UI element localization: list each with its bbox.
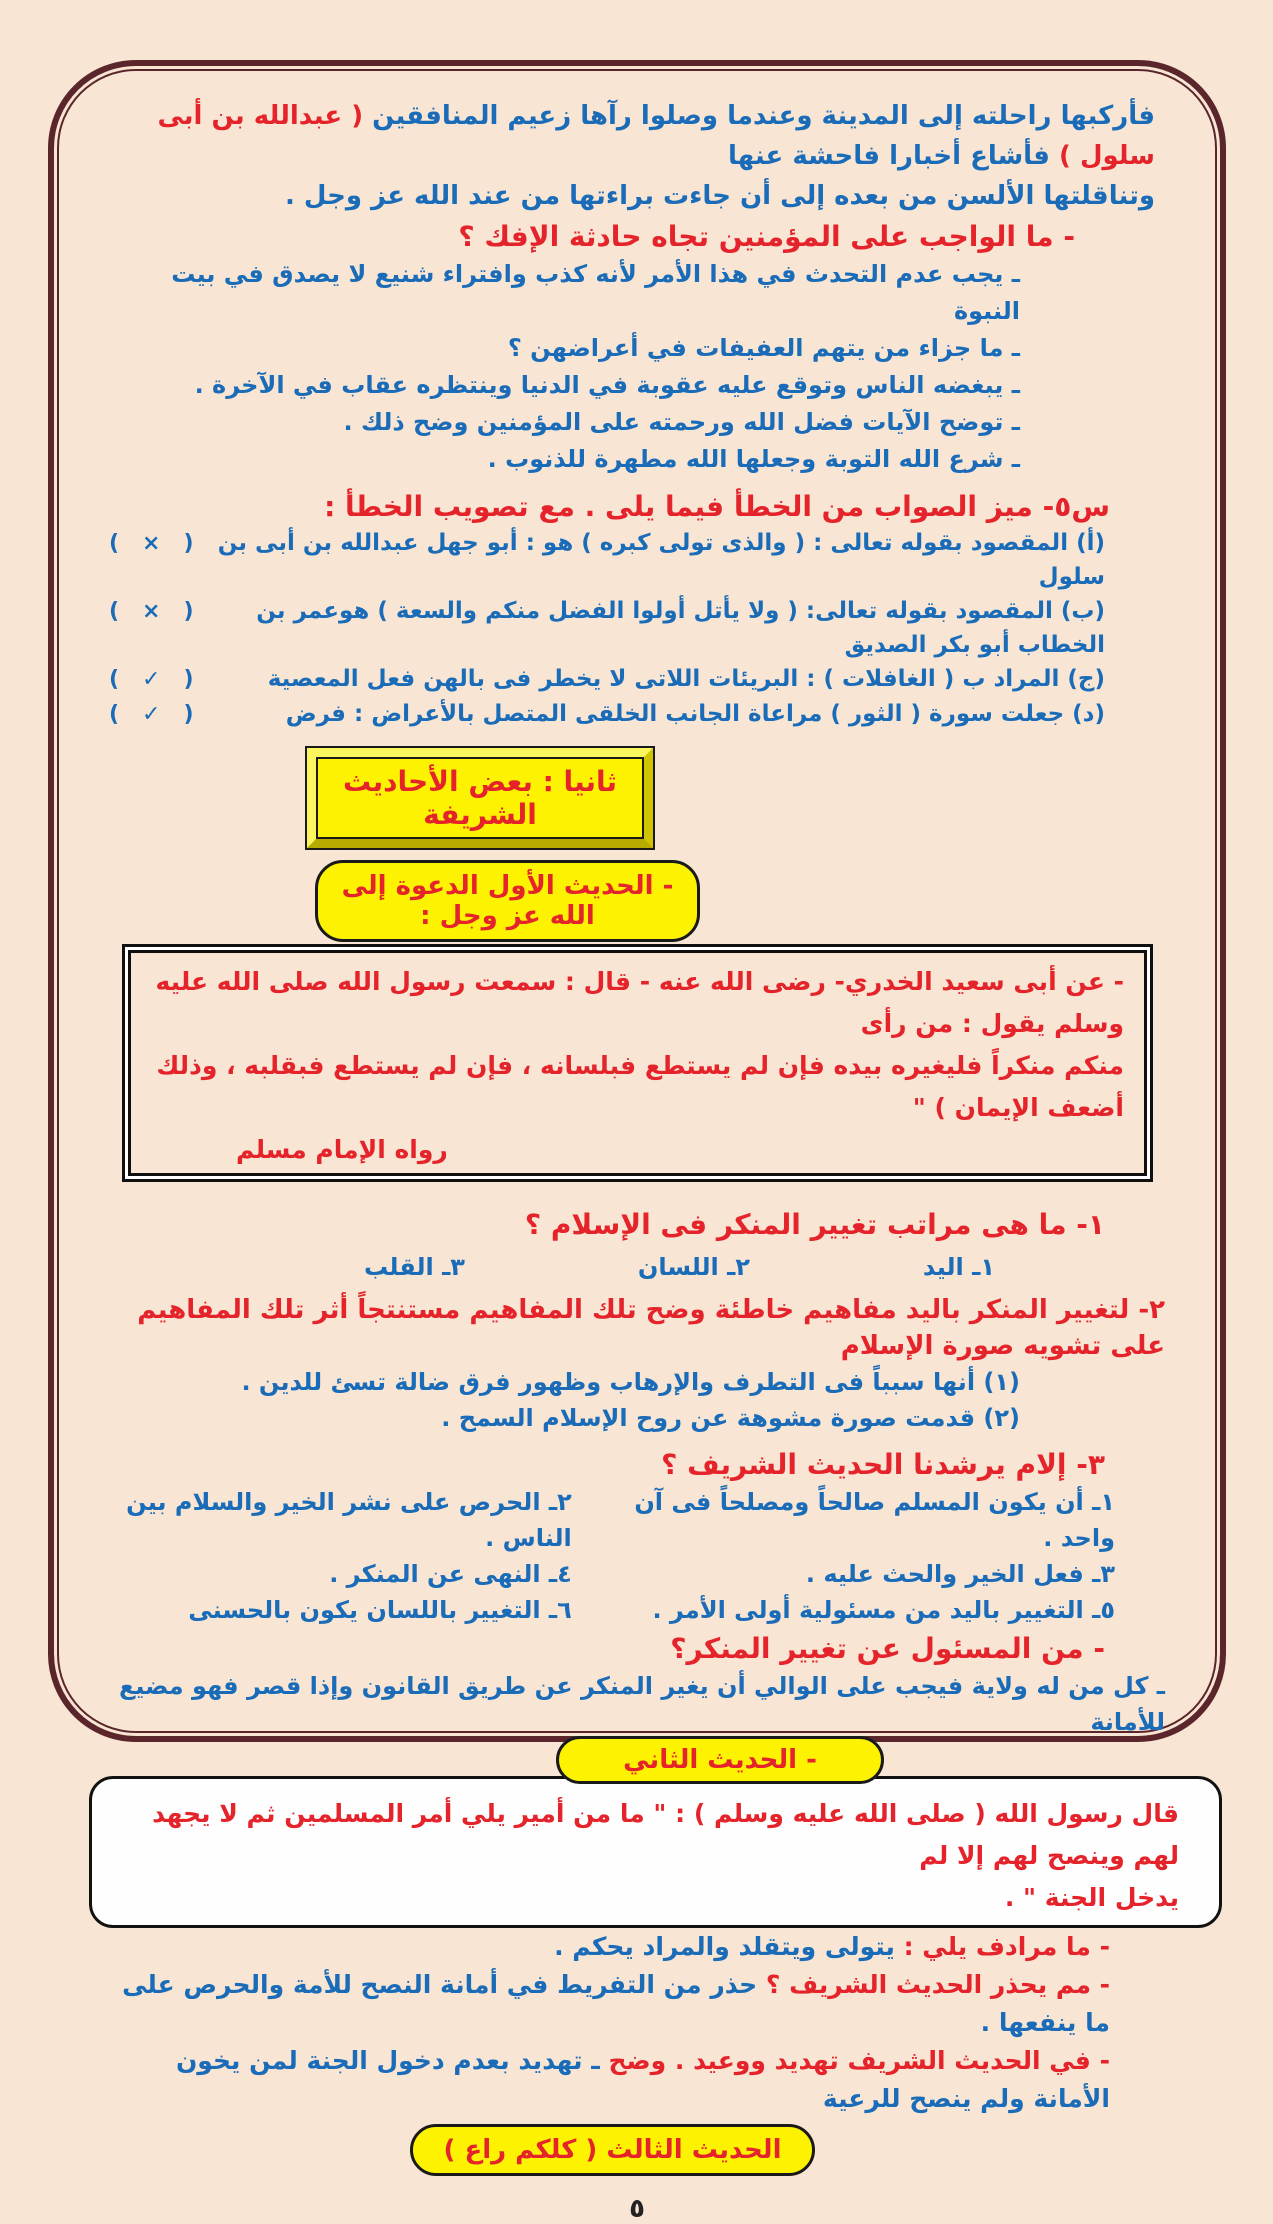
question4-heading: - من المسئول عن تغيير المنكر؟ <box>670 1632 1105 1665</box>
section-banner-title: ثانيا : بعض الأحاديث الشريفة <box>316 757 644 839</box>
qa-threat-line <box>109 2042 1165 2118</box>
duty-point: ـ شرع الله التوبة وجعلها الله مطهرة للذنوب . <box>487 445 1020 473</box>
question3-answer-grid <box>109 1484 1165 1628</box>
intro-line2: وتناقلتها الألسن من بعده إلى أن جاءت براءتها من عند الله عز وجل . <box>284 181 1155 211</box>
question4-answer: ـ كل من له ولاية فيجب على الوالي أن يغير المنكر عن طريق القانون وإذا قصر فهو مضيع للأمانة <box>118 1672 1165 1736</box>
answer-heart: ٣ـ القلب <box>364 1253 465 1281</box>
item-text: (د) جعلت سورة ( الثور ) مراعاة الجانب الخلقى المتصل بالأعراض : فرض <box>285 701 1105 727</box>
worksheet-content <box>54 66 1220 2224</box>
question2-heading: ٢- لتغيير المنكر باليد مفاهيم خاطئة وضح تلك المفاهيم مستنتجاً أثر تلك المفاهيم على تشويه صورة الإسلام <box>137 1295 1165 1361</box>
check-mark: ( ✓ ) <box>109 667 194 692</box>
duty-point: ـ ما جزاء من يتهم العفيفات في أعراضهن ؟ <box>507 334 1020 362</box>
qa-answer: حذر من التفريط في أمانة النصح للأمة والحرص على ما ينفعها . <box>122 1970 1110 2037</box>
qa-question: - ما مرادف يلي : <box>903 1932 1110 1961</box>
question2-point: (٢) قدمت صورة مشوهة عن روح الإسلام السمح . <box>441 1404 1020 1432</box>
hadith3-title-pill: الحديث الثالث ( كلكم راع ) <box>410 2124 815 2176</box>
qa-synonym-line <box>109 1928 1165 1966</box>
qa-question: - في الحديث الشريف تهديد ووعيد . وضح <box>608 2046 1110 2075</box>
grid-item-1: ١ـ أن يكون المسلم صالحاً ومصلحاً فى آن واحد . <box>634 1488 1115 1552</box>
duty-point: ـ يبغضه الناس وتوقع عليه عقوبة في الدنيا وينتظره عقاب في الآخرة . <box>194 371 1020 399</box>
question1-heading: ١- ما هى مراتب تغيير المنكر فى الإسلام ؟ <box>524 1208 1105 1241</box>
true-false-item-a <box>109 526 1165 594</box>
duty-point: ـ توضح الآيات فضل الله ورحمته على المؤمنين وضح ذلك . <box>343 408 1020 436</box>
hadith1-title-pill: - الحديث الأول الدعوة إلى الله عز وجل : <box>315 860 700 942</box>
hadith1-line1: - عن أبى سعيد الخدري- رضى الله عنه - قال : سمعت رسول الله صلى الله عليه وسلم يقول : من رأى <box>155 967 1124 1038</box>
hadith2-title-pill: - الحديث الثاني <box>556 1736 884 1784</box>
answer-tongue: ٢ـ اللسان <box>637 1253 750 1281</box>
hadith1-text-box <box>122 944 1153 1182</box>
hadith2-line2: يدخل الجنة " . <box>1004 1883 1179 1912</box>
qa-question: - مم يحذر الحديث الشريف ؟ <box>765 1970 1110 1999</box>
question2-point: (١) أنها سبباً فى التطرف والإرهاب وظهور فرق ضالة تسئ للدين . <box>241 1368 1020 1396</box>
answer-hand: ١ـ اليد <box>922 1253 995 1281</box>
intro-text-pre: فأركبها راحلته إلى المدينة وعندما وصلوا رآها زعيم المنافقين <box>363 101 1155 131</box>
hadith2-line1: قال رسول الله ( صلى الله عليه وسلم ) : " ما من أمير يلي أمر المسلمين ثم لا يجهد لهم وينصح لهم إلا لم <box>152 1799 1179 1870</box>
qa-answer: ـ تهديد بعدم دخول الجنة لمن يخون الأمانة ولم ينصح للرعية <box>175 2046 1110 2113</box>
question3-heading: ٣- إلام يرشدنا الحديث الشريف ؟ <box>661 1448 1105 1481</box>
qa-warning-line <box>109 1966 1165 2042</box>
qa-answer: يتولى ويتقلد والمراد يحكم . <box>554 1932 904 1961</box>
grid-item-2: ٢ـ الحرص على نشر الخير والسلام بين الناس . <box>126 1488 572 1552</box>
true-false-item-d <box>109 697 1165 732</box>
hadith2-text-box <box>89 1776 1222 1928</box>
wrong-mark: ( × ) <box>109 599 194 624</box>
item-text: (ج) المراد ب ( الغافلات ) : البريئات اللاتى لا يخطر فى بالهن فعل المعصية <box>267 666 1105 692</box>
page-border-frame <box>48 60 1226 2224</box>
grid-item-3: ٣ـ فعل الخير والحث عليه . <box>805 1560 1115 1588</box>
duty-question-heading: - ما الواجب على المؤمنين تجاه حادثة الإفك ؟ <box>458 220 1075 253</box>
page-number: ٥ <box>629 2194 645 2224</box>
true-false-item-b <box>109 594 1165 662</box>
duty-point: ـ يجب عدم التحدث في هذا الأمر لأنه كذب وافتراء شنيع لا يصدق في بيت النبوة <box>171 260 1020 325</box>
hypocrite-name-highlight: ( عبدالله بن أبى سلول ) <box>157 101 1155 171</box>
intro-paragraph <box>109 96 1165 216</box>
question5-heading: س٥- ميز الصواب من الخطأ فيما يلى . مع تصويب الخطأ : <box>324 490 1110 523</box>
grid-item-4: ٤ـ النهى عن المنكر . <box>329 1560 572 1588</box>
grid-item-6: ٦ـ التغيير باللسان يكون بالحسنى <box>188 1596 572 1624</box>
banner-bevel <box>307 748 653 848</box>
hadith1-narrator: رواه الإمام مسلم <box>236 1135 448 1164</box>
section-banner-3d <box>305 746 655 850</box>
intro-text-post: فأشاع أخبارا فاحشة عنها <box>727 141 1060 171</box>
hadith1-line2: منكم منكراً فليغيره بيده فإن لم يستطع فبلسانه ، فإن لم يستطع فبقلبه ، وذلك أضعف الإيمان ) " <box>156 1051 1124 1122</box>
check-mark: ( ✓ ) <box>109 702 194 727</box>
wrong-mark: ( × ) <box>109 531 194 556</box>
question1-answers-row <box>109 1250 1165 1284</box>
true-false-item-c <box>109 662 1165 697</box>
item-text: (أ) المقصود بقوله تعالى : ( والذى تولى كبره ) هو : أبو جهل عبدالله بن أبى بن سلول <box>217 530 1105 590</box>
grid-item-5: ٥ـ التغيير باليد من مسئولية أولى الأمر . <box>652 1596 1115 1624</box>
item-text: (ب) المقصود بقوله تعالى: ( ولا يأتل أولوا الفضل منكم والسعة ) هوعمر بن الخطاب أبو بكر الصديق <box>256 598 1105 658</box>
